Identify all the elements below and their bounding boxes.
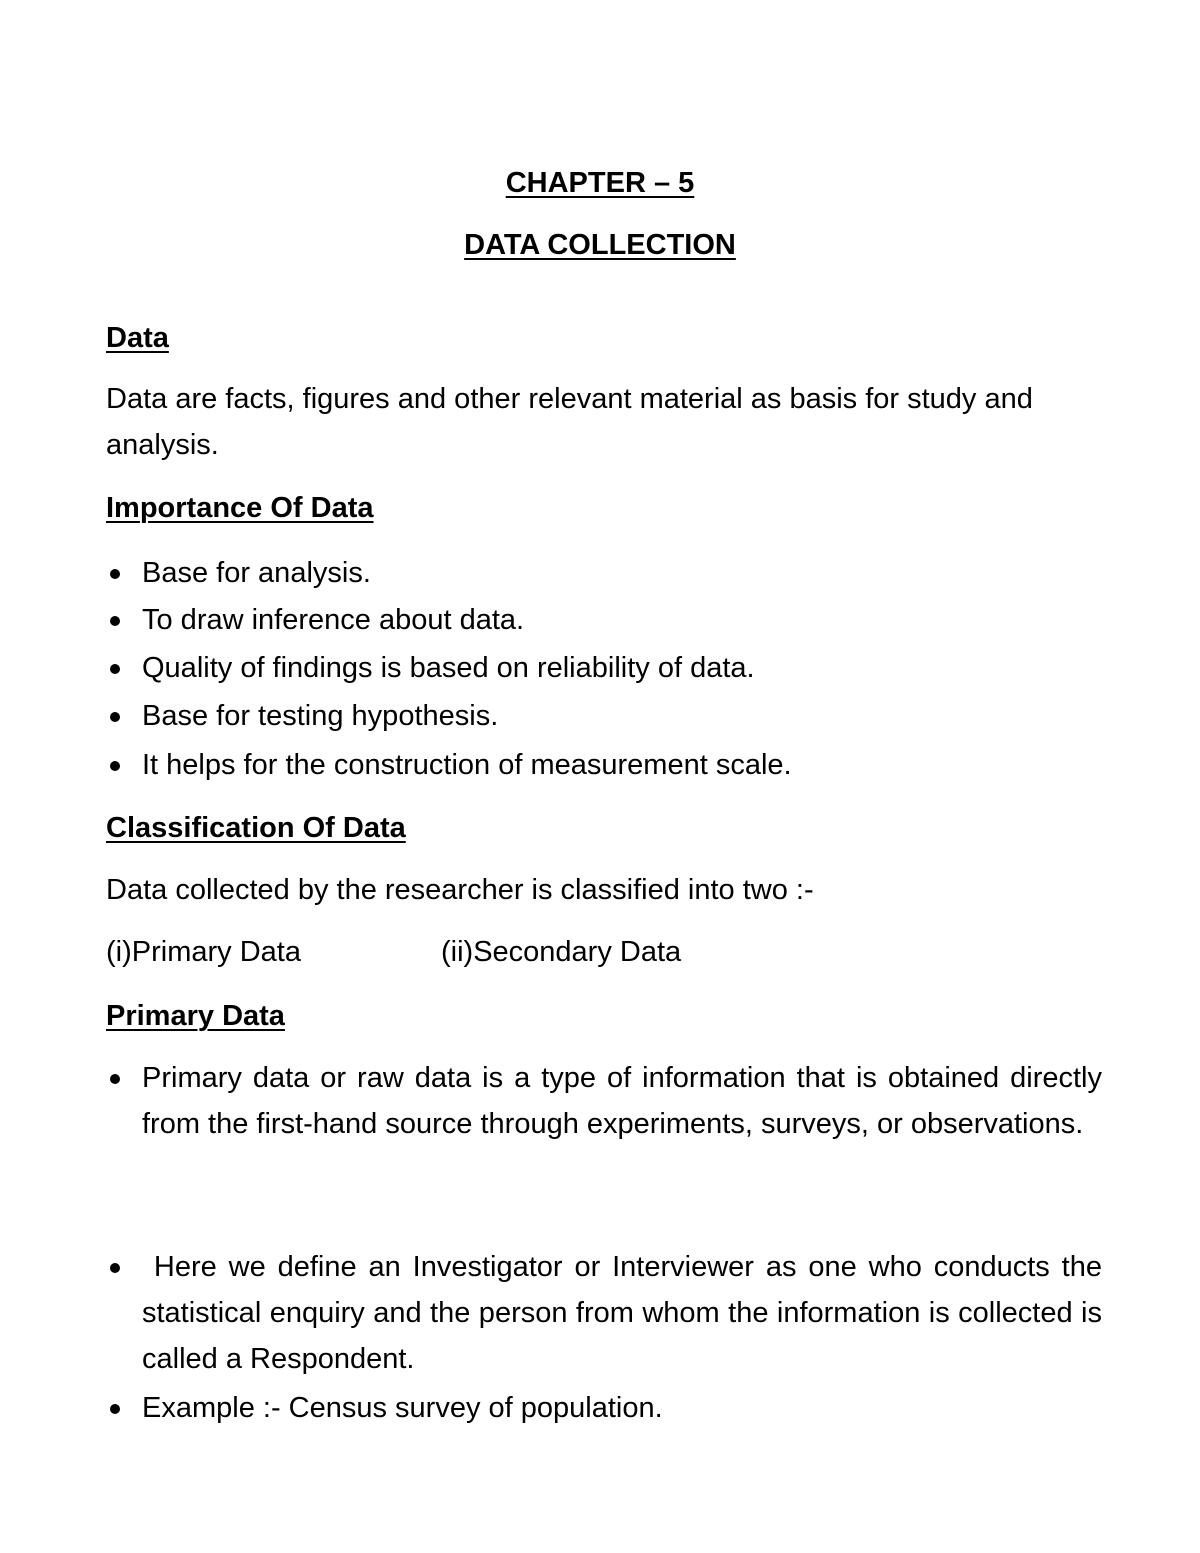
bullet-dot-icon: [110, 1404, 120, 1414]
bullet-dot-icon: [110, 664, 120, 674]
classification-type-secondary: (ii)Secondary Data: [441, 936, 682, 968]
bullet-dot-icon: [110, 569, 120, 579]
importance-bullet-text: It helps for the construction of measurement scale.: [142, 749, 792, 781]
chapter-label: [0, 165, 1200, 201]
section-heading-data: Data: [106, 322, 169, 354]
chapter-label-text: CHAPTER – 5: [505, 167, 695, 199]
importance-bullet-text: To draw inference about data.: [142, 604, 525, 636]
importance-bullet-text: Base for analysis.: [142, 557, 371, 589]
bullet-dot-icon: [110, 616, 120, 626]
section-heading-importance: Importance Of Data: [106, 492, 374, 524]
importance-bullet-text: Quality of findings is based on reliability of data.: [142, 652, 755, 684]
chapter-title: [0, 227, 1200, 263]
primary-bullet-text: Here we define an Investigator or Interviewer as one who conducts the statistical enquiry and the person from whom the information is collected is called a Respondent.: [142, 1251, 1111, 1375]
importance-bullet-text: Base for testing hypothesis.: [142, 700, 499, 732]
bullet-dot-icon: [110, 712, 120, 722]
section-body-data: Data are facts, figures and other relevant material as basis for study and analysis.: [106, 383, 1033, 461]
classification-type-primary: (i)Primary Data: [106, 936, 301, 968]
bullet-dot-icon: [110, 761, 120, 771]
section-body-classification: Data collected by the researcher is classified into two :-: [106, 874, 814, 906]
bullet-dot-icon: [110, 1263, 120, 1273]
section-heading-classification: Classification Of Data: [106, 812, 406, 844]
primary-bullet-text: Primary data or raw data is a type of information that is obtained directly from the first-hand source through experiments, surveys, or observations.: [142, 1062, 1102, 1140]
chapter-title-text: DATA COLLECTION: [464, 229, 736, 261]
primary-bullet-text: Example :- Census survey of population.: [142, 1392, 663, 1424]
section-heading-primary: Primary Data: [106, 1000, 285, 1032]
bullet-dot-icon: [110, 1074, 120, 1084]
